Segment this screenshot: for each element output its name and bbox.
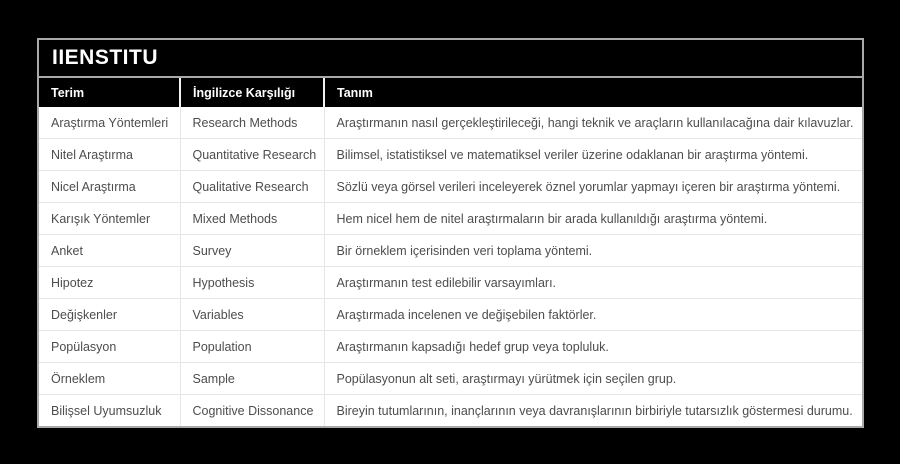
cell-definition: Bir örneklem içerisinden veri toplama yöntemi. [324, 235, 862, 267]
table-row [39, 299, 862, 331]
cell-terim: Karışık Yöntemler [39, 203, 180, 235]
cell-english-term: Hypothesis [180, 267, 324, 299]
brand-title: IIENSTITU [52, 46, 159, 69]
cell-terim: Örneklem [39, 363, 180, 395]
table-row [39, 107, 862, 139]
cell-terim: Anket [39, 235, 180, 267]
terminology-table [39, 78, 862, 426]
cell-english-term: Quantitative Research [180, 139, 324, 171]
cell-english-term: Research Methods [180, 107, 324, 139]
cell-english-term: Sample [180, 363, 324, 395]
cell-definition: Sözlü veya görsel verileri inceleyerek öznel yorumlar yapmayı içeren bir araştırma yöntemi. [324, 171, 862, 203]
cell-terim: Hipotez [39, 267, 180, 299]
cell-definition: Araştırmanın kapsadığı hedef grup veya topluluk. [324, 331, 862, 363]
table-body [39, 107, 862, 426]
table-row [39, 331, 862, 363]
cell-english-term: Population [180, 331, 324, 363]
cell-terim: Bilişsel Uyumsuzluk [39, 395, 180, 427]
table-row [39, 235, 862, 267]
cell-definition: Popülasyonun alt seti, araştırmayı yürütmek için seçilen grup. [324, 363, 862, 395]
cell-definition: Araştırmanın test edilebilir varsayımları. [324, 267, 862, 299]
cell-terim: Nicel Araştırma [39, 171, 180, 203]
cell-english-term: Mixed Methods [180, 203, 324, 235]
table-row [39, 171, 862, 203]
column-header-ingilizce-karsiligi: İngilizce Karşılığı [180, 78, 324, 107]
cell-definition: Hem nicel hem de nitel araştırmaların bir arada kullanıldığı araştırma yöntemi. [324, 203, 862, 235]
table-row [39, 139, 862, 171]
table-header-row [39, 78, 862, 107]
cell-english-term: Cognitive Dissonance [180, 395, 324, 427]
cell-terim: Değişkenler [39, 299, 180, 331]
cell-definition: Bireyin tutumlarının, inançlarının veya davranışlarının birbiriyle tutarsızlık göstermesi durumu. [324, 395, 862, 427]
terminology-table-card [37, 38, 864, 428]
cell-definition: Bilimsel, istatistiksel ve matematiksel veriler üzerine odaklanan bir araştırma yöntemi. [324, 139, 862, 171]
table-title-bar [39, 40, 862, 78]
cell-definition: Araştırmanın nasıl gerçekleştirileceği, hangi teknik ve araçların kullanılacağına dair kılavuzlar. [324, 107, 862, 139]
cell-terim: Araştırma Yöntemleri [39, 107, 180, 139]
table-row [39, 395, 862, 427]
table-row [39, 267, 862, 299]
cell-definition: Araştırmada incelenen ve değişebilen faktörler. [324, 299, 862, 331]
cell-english-term: Survey [180, 235, 324, 267]
cell-english-term: Qualitative Research [180, 171, 324, 203]
column-header-terim: Terim [39, 78, 180, 107]
cell-terim: Popülasyon [39, 331, 180, 363]
table-row [39, 203, 862, 235]
cell-english-term: Variables [180, 299, 324, 331]
table-row [39, 363, 862, 395]
cell-terim: Nitel Araştırma [39, 139, 180, 171]
column-header-tanim: Tanım [324, 78, 862, 107]
